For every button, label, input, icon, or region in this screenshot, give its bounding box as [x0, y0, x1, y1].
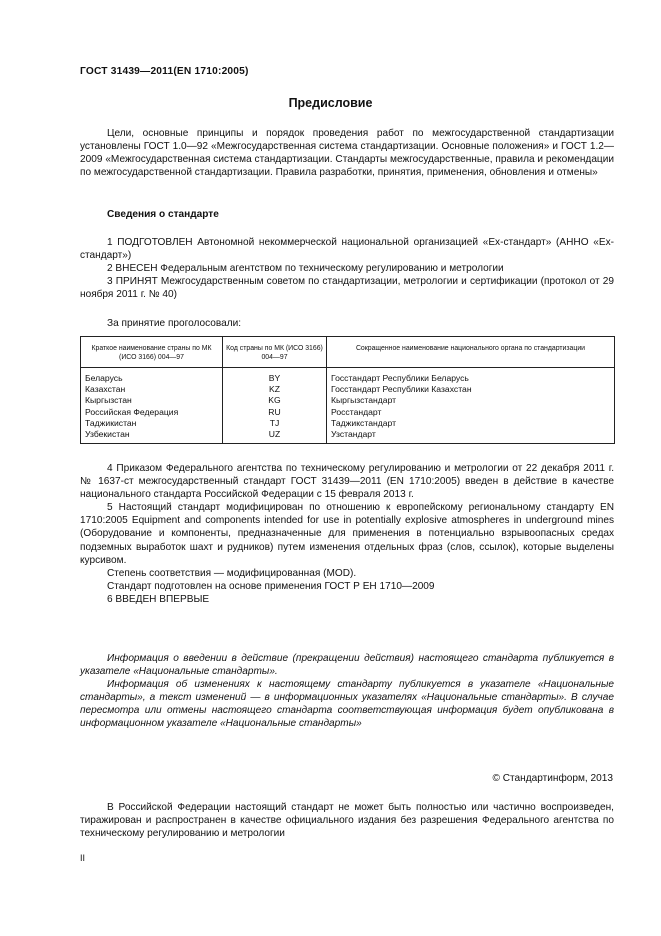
info-paragraph-1: Информация о введении в действие (прекращении действия) настоящего стандарта публикуется в указателе «Национальные стандарты». [80, 653, 614, 678]
standard-info-block [80, 236, 614, 301]
page-number: II [80, 853, 86, 863]
intro-block [80, 127, 614, 179]
cell-body: Госстандарт Республики Казахстан [327, 384, 615, 395]
conformity-degree: Степень соответствия — модифицированная (MOD). [107, 567, 357, 579]
table-row [81, 368, 615, 385]
reproduction-notice: В Российской Федерации настоящий стандарт не может быть полностью или частично воспроизведен, тиражирован и распространен в качестве официального издания без разрешения Федерального агентства по техническому регулированию и метрологии [80, 802, 614, 840]
item-1: 1 ПОДГОТОВЛЕН Автономной некоммерческой национальной организацией «Ех-стандарт» (АННО «Ех-стандарт») [80, 237, 614, 262]
table-row [81, 395, 615, 406]
intro-paragraph: Цели, основные принципы и порядок проведения работ по межгосударственной стандартизации установлены ГОСТ 1.0—92 «Межгосударственная система стандартизации. Основные положения» и ГОСТ 1.2—2009 «Межгосударственная система стандартизации. Стандарты межгосударственные, правила и рекомендации по межгосударственной стандартизации. Правила разработки, принятия, применения, обновления и отмены» [80, 128, 614, 179]
cell-country: Кыргызстан [81, 395, 223, 406]
table-row [81, 429, 615, 444]
col-header-code: Код страны по МК (ИСО 3166) 004—97 [223, 337, 327, 368]
col-header-body: Сокращенное наименование национального органа по стандартизации [327, 337, 615, 368]
voting-table [80, 336, 615, 444]
cell-body: Кыргызстандарт [327, 395, 615, 406]
cell-country: Российская Федерация [81, 407, 223, 418]
cell-code: TJ [223, 418, 327, 429]
page-title: Предисловие [288, 96, 373, 110]
section-subtitle: Сведения о стандарте [107, 209, 219, 220]
vote-label: За принятие проголосовали: [107, 318, 242, 329]
based-on: Стандарт подготовлен на основе применения ГОСТ Р ЕН 1710—2009 [107, 580, 435, 592]
info-paragraph-2: Информация об изменениях к настоящему стандарту публикуется в указателе «Национальные стандарты», а текст изменений — в информационных указателях «Национальные стандарты». В случае пересмотра или отмены настоящего стандарта соответствующая информация будет опубликована в информационном указателе «Национальные стандарты» [80, 679, 614, 730]
cell-body: Таджикстандарт [327, 418, 615, 429]
cell-code: UZ [223, 429, 327, 444]
table-row [81, 418, 615, 429]
cell-body: Госстандарт Республики Беларусь [327, 368, 615, 385]
cell-code: RU [223, 407, 327, 418]
cell-country: Узбекистан [81, 429, 223, 444]
notice-block [80, 801, 614, 840]
copyright: © Стандартинформ, 2013 [492, 773, 613, 784]
publication-info-block [80, 652, 614, 731]
cell-country: Казахстан [81, 384, 223, 395]
item-2: 2 ВНЕСЕН Федеральным агентством по техническому регулированию и метрологии [107, 263, 504, 275]
cell-code: KG [223, 395, 327, 406]
cell-body: Узстандарт [327, 429, 615, 444]
table-row [81, 384, 615, 395]
standard-details-block [80, 462, 614, 606]
cell-code: BY [223, 368, 327, 385]
item-5: 5 Настоящий стандарт модифицирован по отношению к европейскому региональному стандарту EN 1710:2005 Equipment and components intended for use in potentially explosive atmospheres in underground mines (Оборудование и компоненты, предназначенные для применения в потенциально взрывоопасных средах подземных выработок шахт и рудников) путем изменения отдельных фраз (слов, ссылок), которые выделены курсивом. [80, 502, 614, 566]
cell-country: Беларусь [81, 368, 223, 385]
col-header-country: Краткое наименование страны по МК (ИСО 3166) 004—97 [81, 337, 223, 368]
item-6: 6 ВВЕДЕН ВПЕРВЫЕ [107, 593, 210, 605]
cell-country: Таджикистан [81, 418, 223, 429]
cell-code: KZ [223, 384, 327, 395]
cell-body: Росстандарт [327, 407, 615, 418]
item-3: 3 ПРИНЯТ Межгосударственным советом по стандартизации, метрологии и сертификации (протокол от 29 ноября 2011 г. № 40) [80, 276, 614, 301]
document-header: ГОСТ 31439—2011(EN 1710:2005) [80, 66, 249, 77]
table-header-row [81, 337, 615, 368]
table-row [81, 407, 615, 418]
item-4: 4 Приказом Федерального агентства по техническому регулированию и метрологии от 22 декабря 2011 г. № 1637-ст межгосударственный стандарт ГОСТ 31439—2011 (EN 1710:2005) введен в действие в качестве национального стандарта Российской Федерации с 15 февраля 2013 г. [80, 463, 614, 501]
